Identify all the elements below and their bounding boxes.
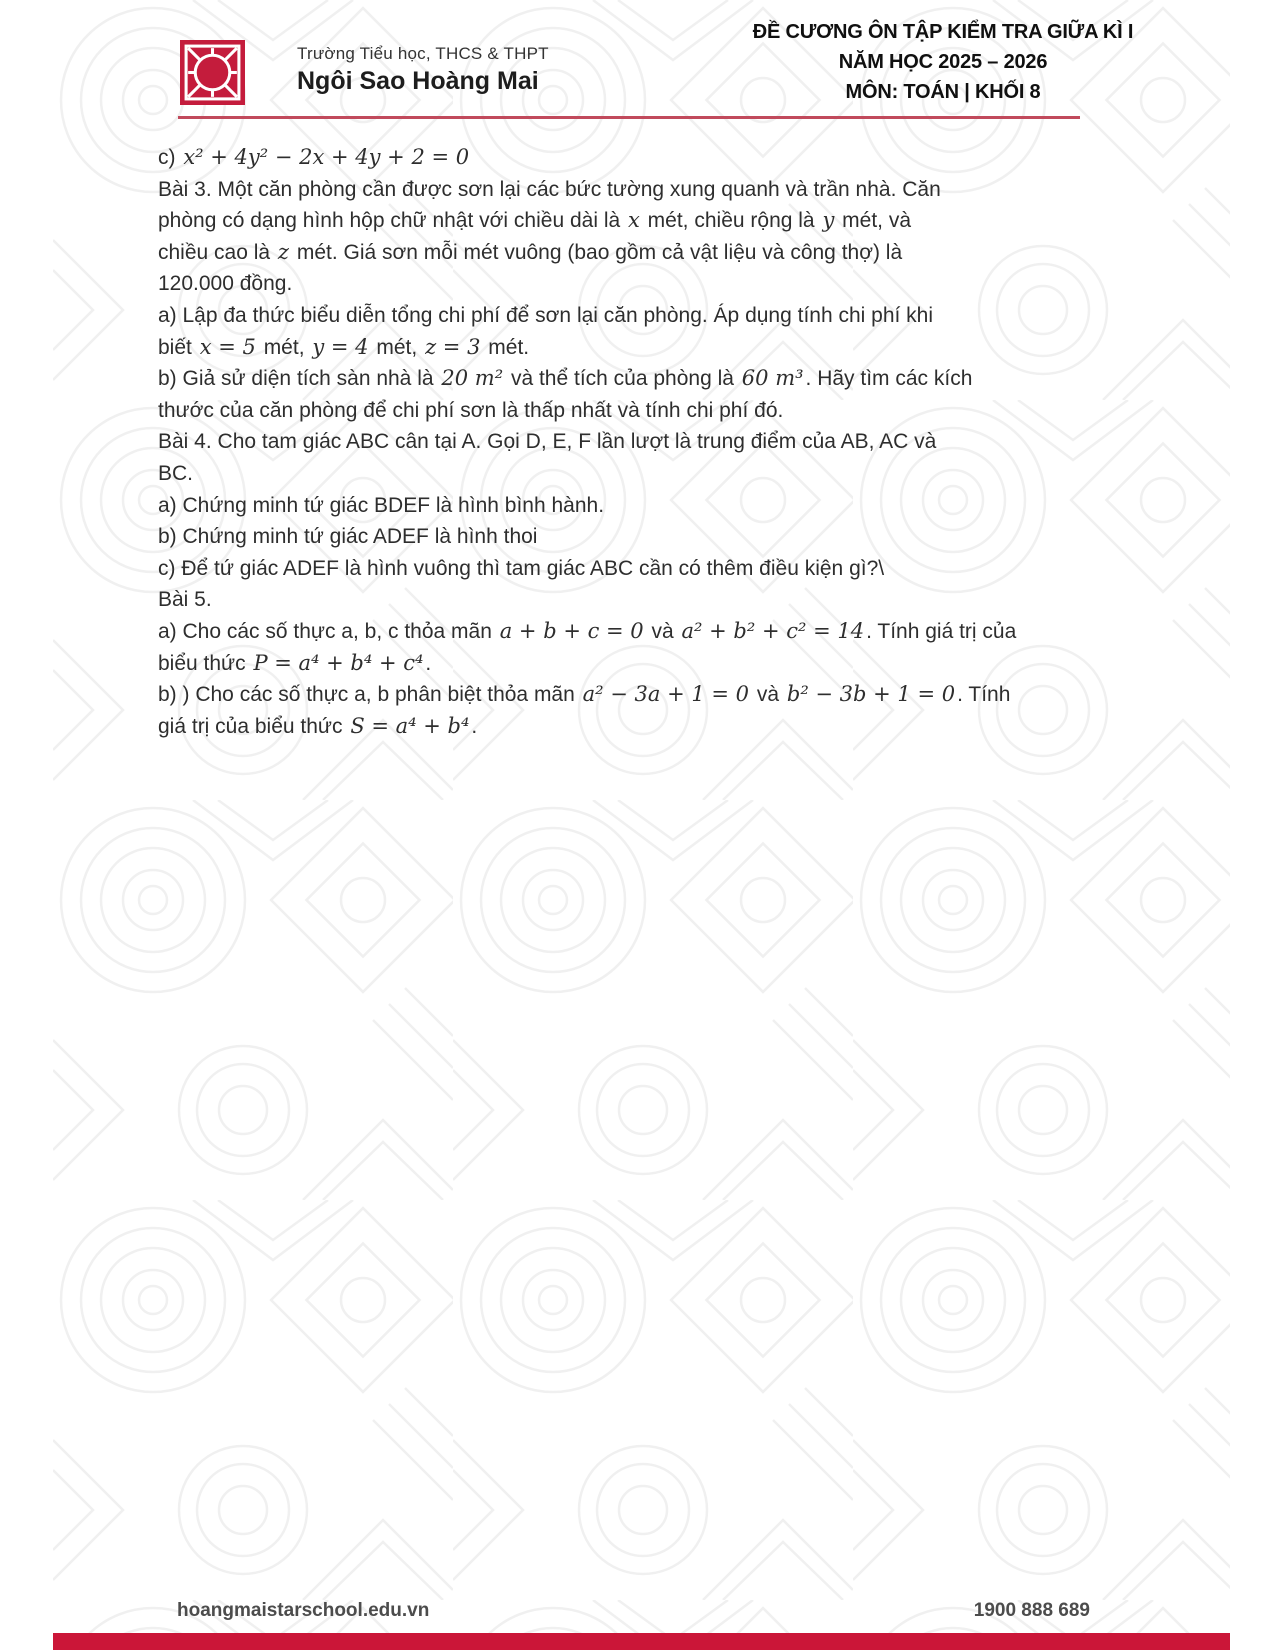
document-header-block bbox=[653, 17, 1230, 107]
school-type-label: Trường Tiểu học, THCS & THPT bbox=[297, 44, 549, 63]
text-run: a) Chứng minh tứ giác BDEF là hình bình hành. bbox=[158, 493, 605, 517]
math-run: a² + b² + c² = 14 bbox=[681, 618, 865, 643]
math-run: 20 m² bbox=[441, 366, 504, 391]
math-run: 60 m³ bbox=[741, 366, 804, 391]
math-run: b² − 3b + 1 = 0 bbox=[786, 682, 956, 707]
school-identity bbox=[297, 44, 549, 96]
text-line bbox=[158, 332, 1093, 364]
text-line bbox=[158, 648, 1093, 680]
text-line bbox=[158, 268, 1093, 300]
text-run: mét, chiều rộng là bbox=[641, 209, 821, 233]
text-run: Bài 4. Cho tam giác ABC cân tại A. Gọi D, E, F lần lượt là trung điểm của AB, AC và bbox=[158, 430, 937, 454]
math-run: x² + 4y² − 2x + 4y + 2 = 0 bbox=[183, 145, 470, 169]
text-run: . bbox=[471, 714, 478, 738]
text-run: Bài 5. bbox=[158, 588, 212, 612]
math-run: a² − 3a + 1 = 0 bbox=[582, 682, 750, 707]
math-run: y = 4 bbox=[312, 334, 369, 359]
text-run: mét, và bbox=[836, 209, 912, 233]
school-name-label: Ngôi Sao Hoàng Mai bbox=[297, 67, 539, 95]
text-run: phòng có dạng hình hộp chữ nhật với chiều dài là bbox=[158, 209, 626, 233]
doc-subject: MÔN: TOÁN | KHỐI 8 bbox=[845, 81, 1041, 103]
text-line bbox=[158, 553, 1093, 585]
math-run: x bbox=[628, 208, 640, 233]
text-run: thước của căn phòng để chi phí sơn là thấp nhất và tính chi phí đó. bbox=[158, 398, 784, 422]
text-run: biết bbox=[158, 335, 198, 359]
text-run: b) ) Cho các số thực a, b phân biệt thỏa mãn bbox=[158, 683, 581, 707]
text-run: c) bbox=[158, 146, 182, 169]
text-run: biểu thức bbox=[158, 651, 252, 675]
text-line bbox=[158, 426, 1093, 458]
text-line bbox=[158, 490, 1093, 522]
doc-title: ĐỀ CƯƠNG ÔN TẬP KIỂM TRA GIỮA KÌ I bbox=[752, 21, 1134, 43]
header-divider bbox=[178, 116, 1080, 119]
text-line bbox=[158, 679, 1093, 711]
text-line bbox=[158, 174, 1093, 206]
text-run: c) Để tứ giác ADEF là hình vuông thì tam giác ABC cần có thêm điều kiện gì?\ bbox=[158, 556, 885, 580]
page-content-area bbox=[53, 0, 1230, 1650]
text-run: b) Giả sử diện tích sàn nhà là bbox=[158, 367, 440, 391]
text-run: mét, bbox=[370, 335, 424, 359]
text-run: mét, bbox=[257, 335, 311, 359]
math-run: P = a⁴ + b⁴ + c⁴ bbox=[253, 650, 424, 675]
doc-school-year: NĂM HỌC 2025 – 2026 bbox=[838, 51, 1048, 73]
footer-phone: 1900 888 689 bbox=[973, 1600, 1090, 1621]
text-line bbox=[158, 363, 1093, 395]
text-line bbox=[158, 521, 1093, 553]
text-line bbox=[158, 616, 1093, 648]
school-logo-icon bbox=[180, 40, 245, 105]
math-run: S = a⁴ + b⁴ bbox=[350, 713, 470, 738]
text-run: BC. bbox=[158, 461, 194, 485]
document-body bbox=[158, 142, 1093, 742]
text-run: b) Chứng minh tứ giác ADEF là hình thoi bbox=[158, 525, 538, 549]
math-run: x = 5 bbox=[199, 334, 256, 359]
text-run: a) Lập đa thức biểu diễn tổng chi phí để sơn lại căn phòng. Áp dụng tính chi phí khi bbox=[158, 303, 934, 327]
text-run: . Tính giá trị của bbox=[866, 619, 1017, 643]
text-line bbox=[158, 142, 1093, 174]
text-run: mét. bbox=[482, 335, 530, 359]
text-run: a) Cho các số thực a, b, c thỏa mãn bbox=[158, 619, 498, 643]
text-run: và thể tích của phòng là bbox=[505, 367, 740, 391]
math-run: z bbox=[277, 239, 289, 264]
footer-website: hoangmaistarschool.edu.vn bbox=[177, 1600, 430, 1621]
math-run: z = 3 bbox=[425, 334, 481, 359]
text-run: . Tính bbox=[957, 683, 1011, 707]
text-line bbox=[158, 237, 1093, 269]
text-line bbox=[158, 300, 1093, 332]
footer-red-bar bbox=[53, 1633, 1230, 1650]
text-run: . bbox=[425, 651, 432, 675]
text-run: . Hãy tìm các kích bbox=[805, 367, 973, 391]
math-run: y bbox=[822, 208, 835, 233]
text-line bbox=[158, 458, 1093, 490]
text-run: và bbox=[751, 683, 785, 707]
text-line bbox=[158, 584, 1093, 616]
text-run: chiều cao là bbox=[158, 240, 276, 264]
text-run: giá trị của biểu thức bbox=[158, 714, 349, 738]
text-run: mét. Giá sơn mỗi mét vuông (bao gồm cả vật liệu và công thợ) là bbox=[291, 240, 903, 264]
text-run: Bài 3. Một căn phòng cần được sơn lại các bức tường xung quanh và trần nhà. Căn bbox=[158, 177, 941, 201]
text-line bbox=[158, 711, 1093, 743]
text-line bbox=[158, 205, 1093, 237]
text-line bbox=[158, 395, 1093, 427]
text-run: và bbox=[645, 619, 680, 643]
text-run: 120.000 đồng. bbox=[158, 272, 293, 296]
math-run: a + b + c = 0 bbox=[499, 618, 644, 643]
